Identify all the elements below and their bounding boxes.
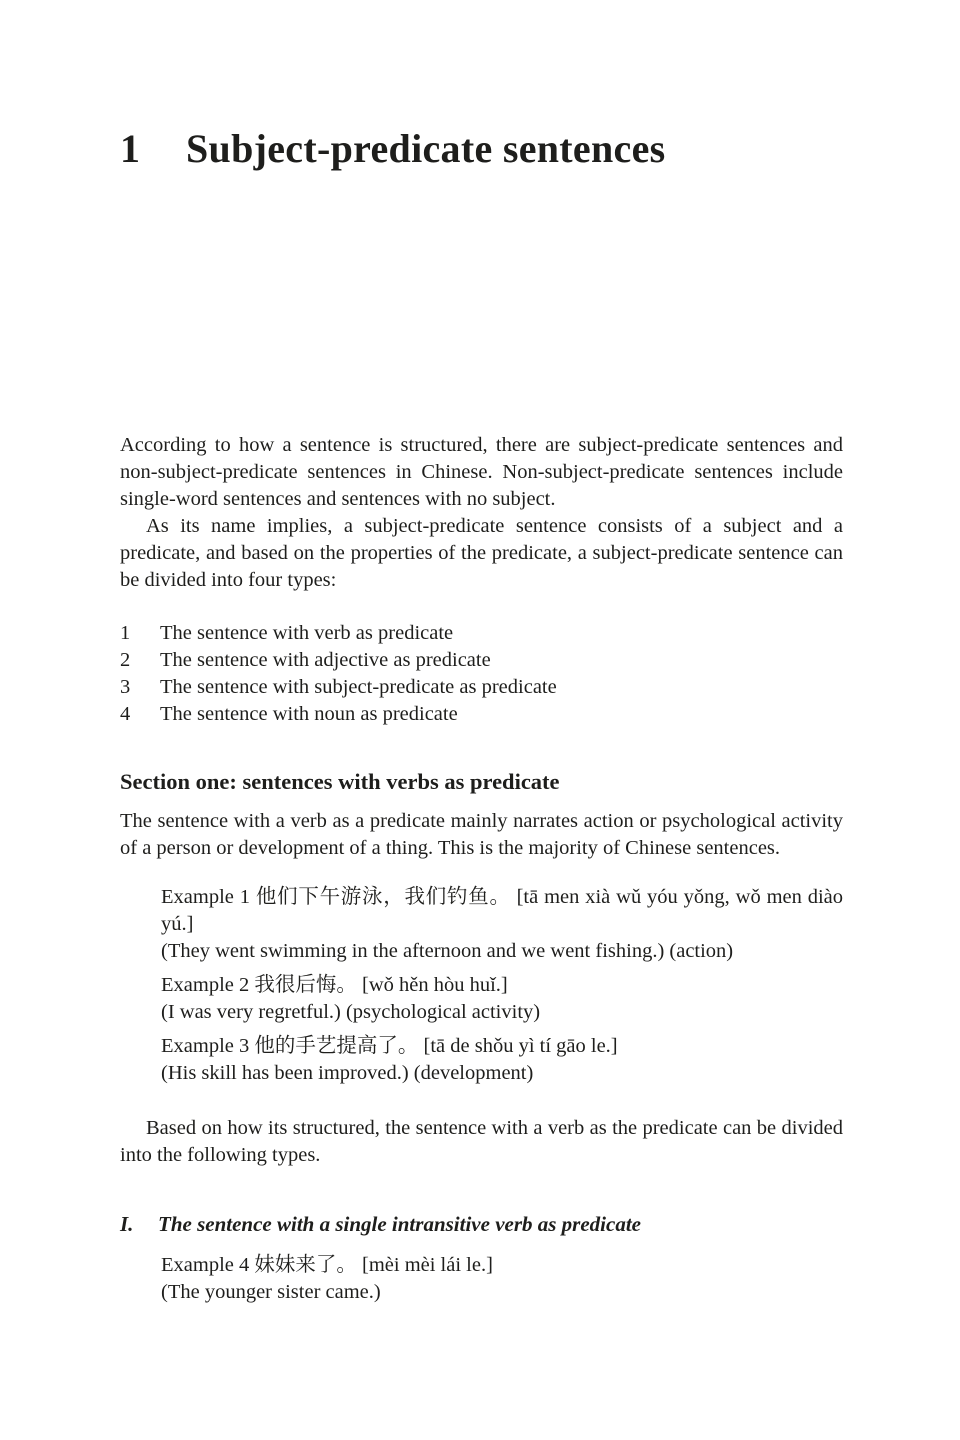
list-item — [120, 620, 843, 647]
example-translation: (His skill has been improved.) (development) — [161, 1062, 534, 1084]
section-paragraph: The sentence with a verb as a predicate mainly narrates action or psychological activity of a person or development of a thing. This is the majority of Chinese sentences. — [120, 810, 843, 859]
transition-paragraph: Based on how its structured, the sentence with a verb as the predicate can be divided into the following types. — [120, 1117, 843, 1166]
example-pinyin: [mèi mèi lái le.] — [362, 1254, 493, 1276]
example-1 — [161, 884, 843, 965]
list-item-number: 3 — [120, 676, 131, 698]
example-3 — [161, 1033, 843, 1087]
example-translation: (I was very regretful.) (psychological activity) — [161, 1001, 541, 1023]
list-item — [120, 674, 843, 701]
predicate-type-list — [120, 620, 843, 728]
list-item — [120, 647, 843, 674]
example-main-line — [161, 1252, 843, 1279]
example-chinese-sentence: 他的手艺提高了。 — [254, 1035, 419, 1057]
list-item-text: The sentence with adjective as predicate — [160, 649, 491, 671]
example-label: Example 3 — [161, 1035, 250, 1057]
example-pinyin: [wǒ hěn hòu huǐ.] — [362, 974, 508, 996]
example-translation: (The younger sister came.) — [161, 1281, 381, 1303]
subsection-title: The sentence with a single intransitive verb as predicate — [158, 1212, 641, 1236]
list-item-number: 2 — [120, 649, 131, 671]
example-main-line — [161, 972, 843, 999]
intro-paragraph-1: According to how a sentence is structured, there are subject-predicate sentences and non-subject-predicate sentences in Chinese. Non-subject-predicate sentences include single-word sentences and sentences with no subject. — [120, 434, 843, 510]
list-item-text: The sentence with noun as predicate — [160, 703, 458, 725]
example-chinese-sentence: 我很后悔。 — [254, 974, 357, 996]
example-4 — [161, 1252, 843, 1306]
subsection-heading — [120, 1211, 843, 1238]
chapter-heading — [120, 0, 843, 172]
subsection-numeral: I. — [120, 1212, 134, 1236]
examples-group-intransitive — [120, 1252, 843, 1306]
list-item-text: The sentence with subject-predicate as predicate — [160, 676, 557, 698]
list-item-text: The sentence with verb as predicate — [160, 622, 454, 644]
list-item — [120, 701, 843, 728]
example-pinyin: [tā de shǒu yì tí gāo le.] — [423, 1035, 618, 1057]
example-chinese-sentence: 妹妹来了。 — [254, 1254, 357, 1276]
examples-group-verbs — [120, 884, 843, 1087]
example-label: Example 4 — [161, 1254, 250, 1276]
example-label: Example 1 — [161, 886, 250, 908]
example-translation: (They went swimming in the afternoon and we went fishing.) (action) — [161, 940, 734, 962]
example-main-line — [161, 1033, 843, 1060]
example-pinyin: [tā men xià wǔ yóu yǒng, wǒ men diào yú.] — [161, 886, 844, 935]
example-label: Example 2 — [161, 974, 250, 996]
intro-paragraph-2: As its name implies, a subject-predicate sentence consists of a subject and a predicate, and based on the properties of the predicate, a subject-predicate sentence can be divided into four types: — [120, 515, 843, 591]
chapter-title: Subject-predicate sentences — [186, 126, 666, 171]
chapter-number: 1 — [120, 126, 141, 171]
list-item-number: 4 — [120, 703, 131, 725]
section-heading: Section one: sentences with verbs as predicate — [120, 769, 560, 794]
example-2 — [161, 972, 843, 1026]
example-chinese-sentence: 他们下午游泳，我们钓鱼。 — [255, 886, 511, 908]
example-main-line — [161, 884, 843, 938]
list-item-number: 1 — [120, 622, 131, 644]
